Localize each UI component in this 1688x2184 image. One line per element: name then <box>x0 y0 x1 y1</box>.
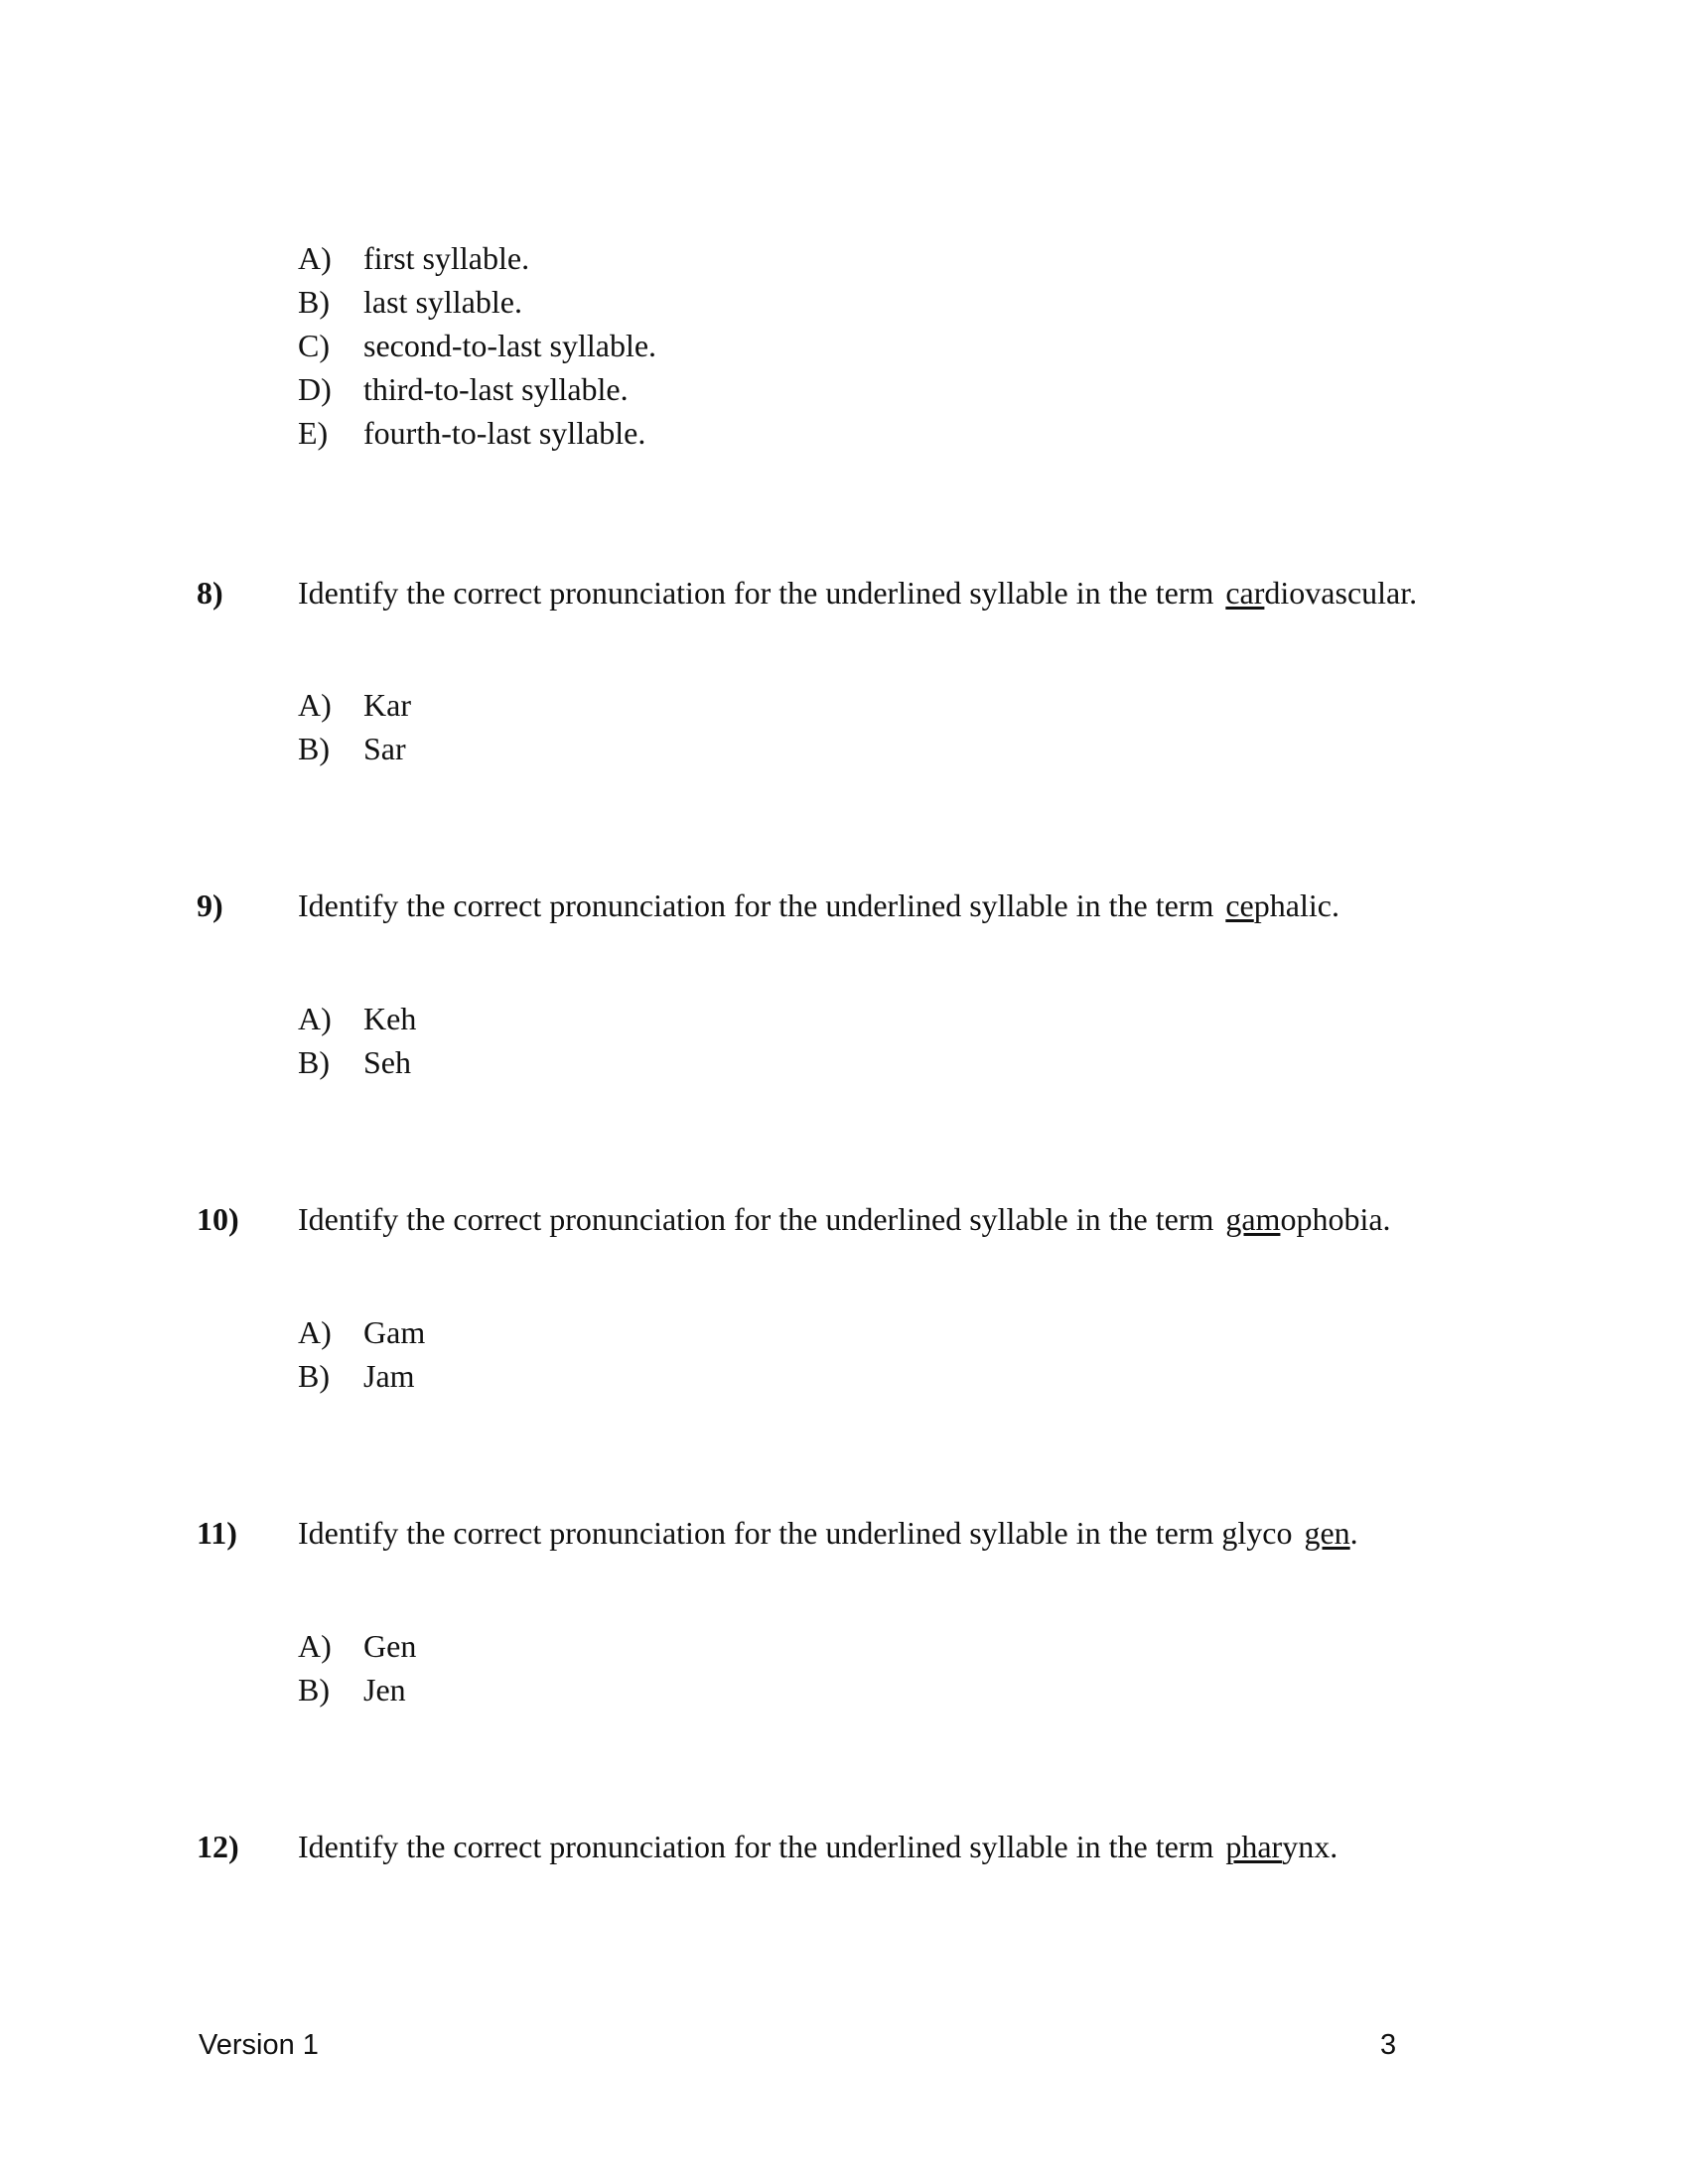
option-d <box>298 367 656 411</box>
answer-options <box>298 1624 416 1711</box>
option-text: Seh <box>363 1044 411 1080</box>
option-a <box>298 997 416 1040</box>
option-text: last syllable. <box>363 284 522 320</box>
carryover-options <box>298 236 656 455</box>
question-number: 9) <box>197 887 223 923</box>
option-a <box>298 1624 416 1668</box>
option-letter: D) <box>298 371 332 407</box>
term-rest: phalic. <box>1253 887 1339 923</box>
question-prompt <box>298 1197 1391 1241</box>
term-rest: diovascular. <box>1264 575 1418 611</box>
underlined-syllable: phar <box>1225 1829 1283 1864</box>
underlined-syllable: ce <box>1225 887 1254 923</box>
term-rest: ynx. <box>1282 1829 1338 1864</box>
term <box>1225 575 1417 611</box>
answer-options <box>298 683 411 770</box>
option-b <box>298 727 411 770</box>
option-text: Kar <box>363 687 411 723</box>
option-b <box>298 1040 416 1084</box>
option-letter: B) <box>298 284 330 320</box>
term <box>1225 1201 1390 1237</box>
answer-options <box>298 1310 425 1398</box>
question-prompt <box>298 571 1417 614</box>
underlined-syllable: gen <box>1304 1515 1350 1551</box>
option-text: Keh <box>363 1001 417 1036</box>
term-rest: . <box>1349 1515 1358 1551</box>
prompt-text: Identify the correct pronunciation for the underlined syllable in the term <box>298 1829 1214 1864</box>
prompt-text: Identify the correct pronunciation for the underlined syllable in the term <box>298 1201 1214 1237</box>
option-letter: B) <box>298 1044 330 1080</box>
question-number: 11) <box>197 1515 237 1551</box>
question-prompt <box>298 1825 1337 1868</box>
option-letter: E) <box>298 415 329 451</box>
option-text: Jen <box>363 1672 406 1707</box>
prompt-text: Identify the correct pronunciation for the underlined syllable in the term <box>298 887 1214 923</box>
question-prompt <box>298 1511 1358 1555</box>
option-text: Gen <box>363 1628 417 1664</box>
option-text: Gam <box>363 1314 426 1350</box>
term <box>1225 1829 1337 1864</box>
option-letter: A) <box>298 1001 332 1036</box>
option-a <box>298 683 411 727</box>
question-number: 8) <box>197 575 223 611</box>
option-letter: A) <box>298 240 332 276</box>
prompt-text: Identify the correct pronunciation for the underlined syllable in the term <box>298 575 1214 611</box>
answer-options <box>298 997 416 1084</box>
term <box>1225 887 1339 923</box>
option-b <box>298 1668 416 1711</box>
question-number: 10) <box>197 1201 239 1237</box>
option-a <box>298 1310 425 1354</box>
option-text: fourth-to-last syllable. <box>363 415 646 451</box>
option-text: first syllable. <box>363 240 530 276</box>
option-c <box>298 324 656 367</box>
option-e <box>298 411 656 455</box>
option-text: Sar <box>363 731 406 766</box>
underlined-syllable: car <box>1225 575 1265 611</box>
prompt-text: Identify the correct pronunciation for the underlined syllable in the term glyco <box>298 1515 1293 1551</box>
option-letter: A) <box>298 1314 332 1350</box>
term <box>1304 1515 1357 1551</box>
option-text: Jam <box>363 1358 415 1394</box>
option-letter: A) <box>298 1628 332 1664</box>
footer-version: Version 1 <box>199 2029 319 2061</box>
option-text: second-to-last syllable. <box>363 328 657 363</box>
page-number: 3 <box>1380 2029 1397 2061</box>
question-prompt <box>298 884 1339 927</box>
option-letter: B) <box>298 1358 330 1394</box>
option-letter: C) <box>298 328 330 363</box>
term-rest: ophobia. <box>1280 1201 1391 1237</box>
option-letter: A) <box>298 687 332 723</box>
option-text: third-to-last syllable. <box>363 371 629 407</box>
option-letter: B) <box>298 731 330 766</box>
option-letter: B) <box>298 1672 330 1707</box>
question-number: 12) <box>197 1829 239 1864</box>
option-b <box>298 1354 425 1398</box>
underlined-syllable: gam <box>1225 1201 1281 1237</box>
option-b <box>298 280 656 324</box>
option-a <box>298 236 656 280</box>
